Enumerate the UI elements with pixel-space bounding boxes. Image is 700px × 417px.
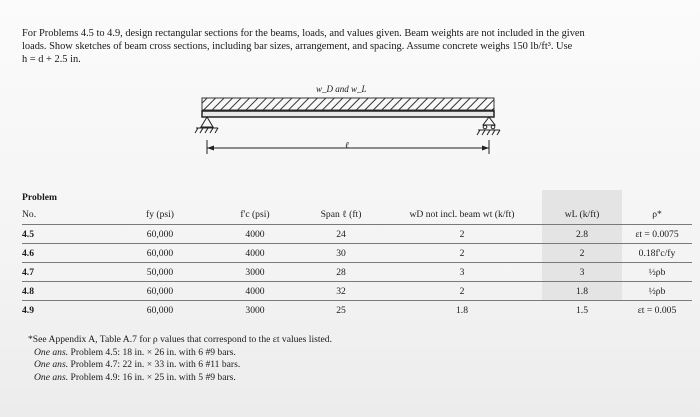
intro-line-2: loads. Show sketches of beam cross sections, including bar sizes, arrangement, and spacing. Assume concrete weighs 150 lb/ft³. Use (22, 41, 573, 52)
cell-fy: 60,000 (110, 301, 210, 320)
intro-line-3: h = d + 2.5 in. (22, 54, 81, 65)
distributed-load-band (202, 98, 494, 110)
cell-rho: εt = 0.005 (622, 301, 692, 320)
header-wd: wD not incl. beam wt (k/ft) (409, 208, 515, 220)
cell-rho: ½ρb (622, 282, 692, 301)
cell-fc: 3000 (210, 301, 300, 320)
cell-wd: 2 (382, 282, 542, 301)
cell-wd: 2 (382, 244, 542, 263)
answer-label: One ans. (34, 371, 69, 383)
pin-support-left (195, 117, 218, 133)
table-header-row-2 (22, 204, 692, 225)
span-label: ℓ (345, 140, 349, 150)
cell-wl: 1.8 (542, 282, 622, 301)
cell-fc: 4000 (210, 244, 300, 263)
cell-wd: 2 (382, 225, 542, 244)
intro-line-1: For Problems 4.5 to 4.9, design rectangular sections for the beams, loads, and values given. Beam weights are not included in the given (22, 28, 585, 39)
table-header-row-1 (22, 190, 692, 204)
header-problem: Problem (22, 191, 57, 203)
cell-rho: 0.18f'c/fy (622, 244, 692, 263)
header-fy: fy (psi) (146, 208, 174, 220)
cell-wd: 3 (382, 263, 542, 282)
table-row (22, 301, 692, 320)
cell-span: 24 (300, 225, 382, 244)
cell-no: 4.9 (22, 301, 110, 320)
table-row (22, 282, 692, 301)
cell-fc: 4000 (210, 225, 300, 244)
cell-wl: 1.5 (542, 301, 622, 320)
answer-text: Problem 4.9: 16 in. × 25 in. with 5 #9 bars. (70, 371, 236, 383)
cell-fy: 60,000 (110, 282, 210, 301)
cell-fy: 60,000 (110, 225, 210, 244)
design-data-table (22, 190, 692, 319)
footnote: *See Appendix A, Table A.7 for ρ values that correspond to the εt values listed. (28, 334, 332, 345)
answer-line (28, 347, 332, 360)
header-span: Span ℓ (ft) (320, 208, 362, 220)
table-row (22, 244, 692, 263)
beam (202, 111, 494, 117)
simply-supported-beam-diagram (180, 82, 510, 162)
cell-fc: 4000 (210, 282, 300, 301)
cell-fc: 3000 (210, 263, 300, 282)
cell-fy: 60,000 (110, 244, 210, 263)
answer-label: One ans. (34, 359, 69, 370)
cell-span: 25 (300, 301, 382, 320)
table-notes (28, 334, 332, 384)
table-row (22, 263, 692, 282)
header-fc: f'c (psi) (240, 208, 270, 220)
answer-line (28, 372, 332, 385)
answer-line (28, 359, 332, 372)
cell-no: 4.5 (22, 225, 110, 244)
cell-no: 4.6 (22, 244, 110, 263)
cell-wl: 2.8 (542, 225, 622, 244)
header-wl: wL (k/ft) (542, 204, 622, 225)
problem-statement (22, 27, 682, 66)
cell-wd: 1.8 (382, 301, 542, 320)
cell-rho: ½ρb (622, 263, 692, 282)
answer-label: One ans. (34, 346, 69, 358)
answer-text: Problem 4.5: 18 in. × 26 in. with 6 #9 bars. (70, 346, 236, 358)
cell-rho: εt = 0.0075 (622, 225, 692, 244)
cell-span: 30 (300, 244, 382, 263)
cell-span: 28 (300, 263, 382, 282)
load-label: w_D and w_L (316, 84, 367, 94)
roller-support-right (477, 117, 500, 135)
cell-span: 32 (300, 282, 382, 301)
header-rho: ρ* (652, 208, 662, 220)
header-no: No. (22, 208, 37, 220)
cell-no: 4.7 (22, 263, 110, 282)
cell-no: 4.8 (22, 282, 110, 301)
table-row (22, 225, 692, 244)
cell-wl: 3 (542, 263, 622, 282)
cell-wl: 2 (542, 244, 622, 263)
answer-text: Problem 4.7: 22 in. × 33 in. with 6 #11 bars. (70, 359, 241, 370)
cell-fy: 50,000 (110, 263, 210, 282)
